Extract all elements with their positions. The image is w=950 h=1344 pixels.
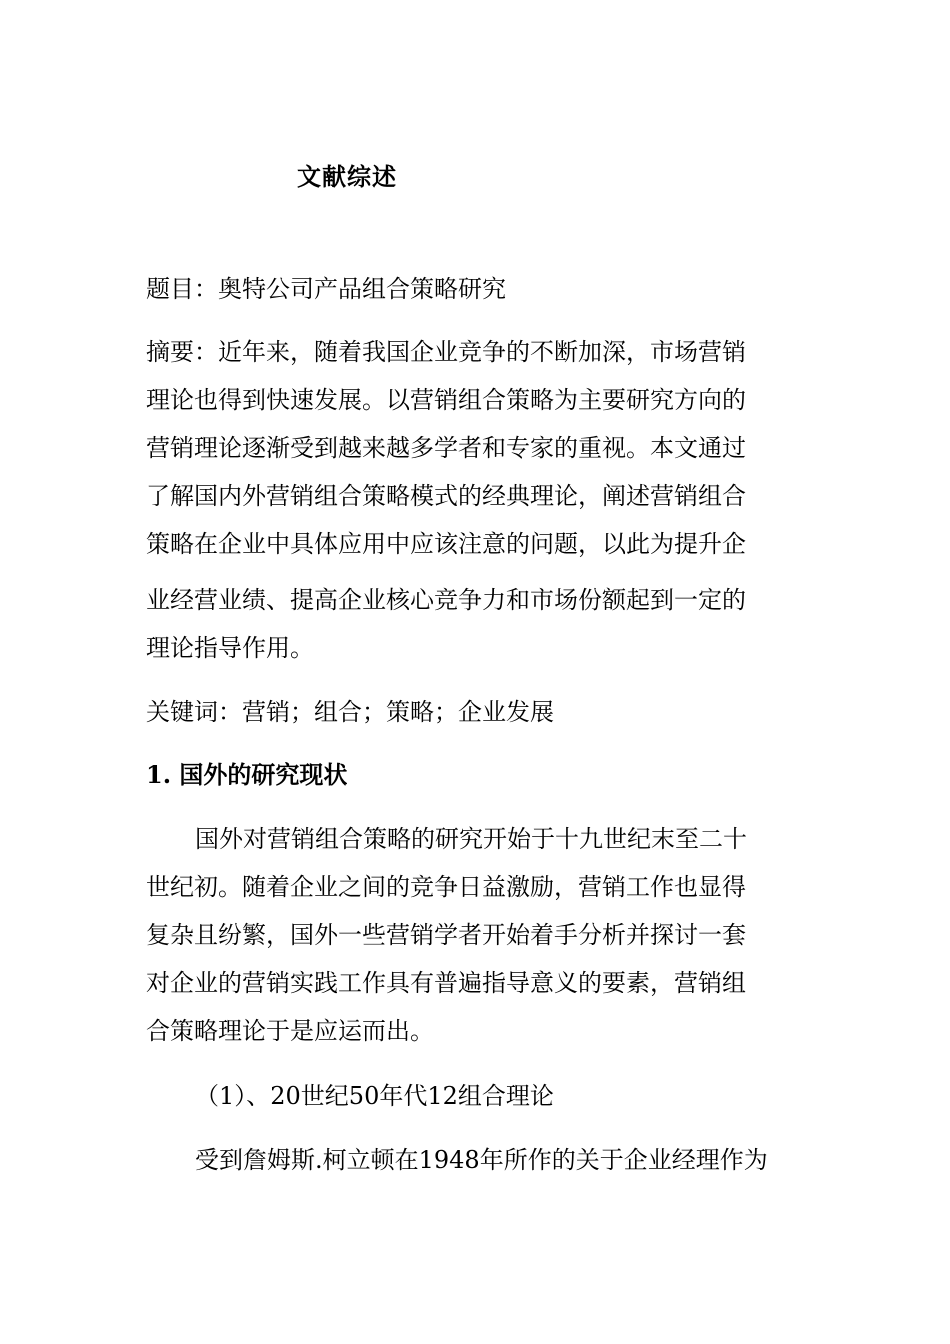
abstract-line: 理论也得到快速发展。以营销组合策略为主要研究方向的: [146, 386, 746, 414]
subheading: （1）、20世纪50年代12组合理论: [195, 1082, 554, 1110]
abstract-line: 理论指导作用。: [146, 634, 314, 662]
abstract-line: 业经营业绩、提高企业核心竞争力和市场份额起到一定的: [146, 586, 746, 614]
paragraph-line: 国外对营销组合策略的研究开始于十九世纪末至二十: [195, 825, 747, 853]
abstract-line: 了解国内外营销组合策略模式的经典理论，阐述营销组合: [146, 482, 746, 510]
document-title: 文献综述: [297, 162, 397, 191]
paragraph-line: 对企业的营销实践工作具有普遍指导意义的要素，营销组: [146, 969, 746, 997]
abstract-line: 营销理论逐渐受到越来越多学者和专家的重视。本文通过: [146, 434, 746, 462]
paragraph-line: 受到詹姆斯.柯立顿在1948年所作的关于企业经理作为: [195, 1146, 768, 1174]
topic-line: 题目：奥特公司产品组合策略研究: [146, 275, 506, 303]
paragraph-line: 复杂且纷繁，国外一些营销学者开始着手分析并探讨一套: [146, 921, 746, 949]
paragraph-line: 世纪初。随着企业之间的竞争日益激励，营销工作也显得: [146, 873, 746, 901]
paragraph-line: 合策略理论于是应运而出。: [146, 1017, 434, 1045]
section-heading: 1. 国外的研究现状: [146, 760, 348, 789]
keywords-line: 关键词：营销；组合；策略；企业发展: [146, 698, 554, 726]
abstract-line: 策略在企业中具体应用中应该注意的问题，以此为提升企: [146, 530, 746, 558]
abstract-line: 摘要：近年来，随着我国企业竞争的不断加深，市场营销: [146, 338, 746, 366]
